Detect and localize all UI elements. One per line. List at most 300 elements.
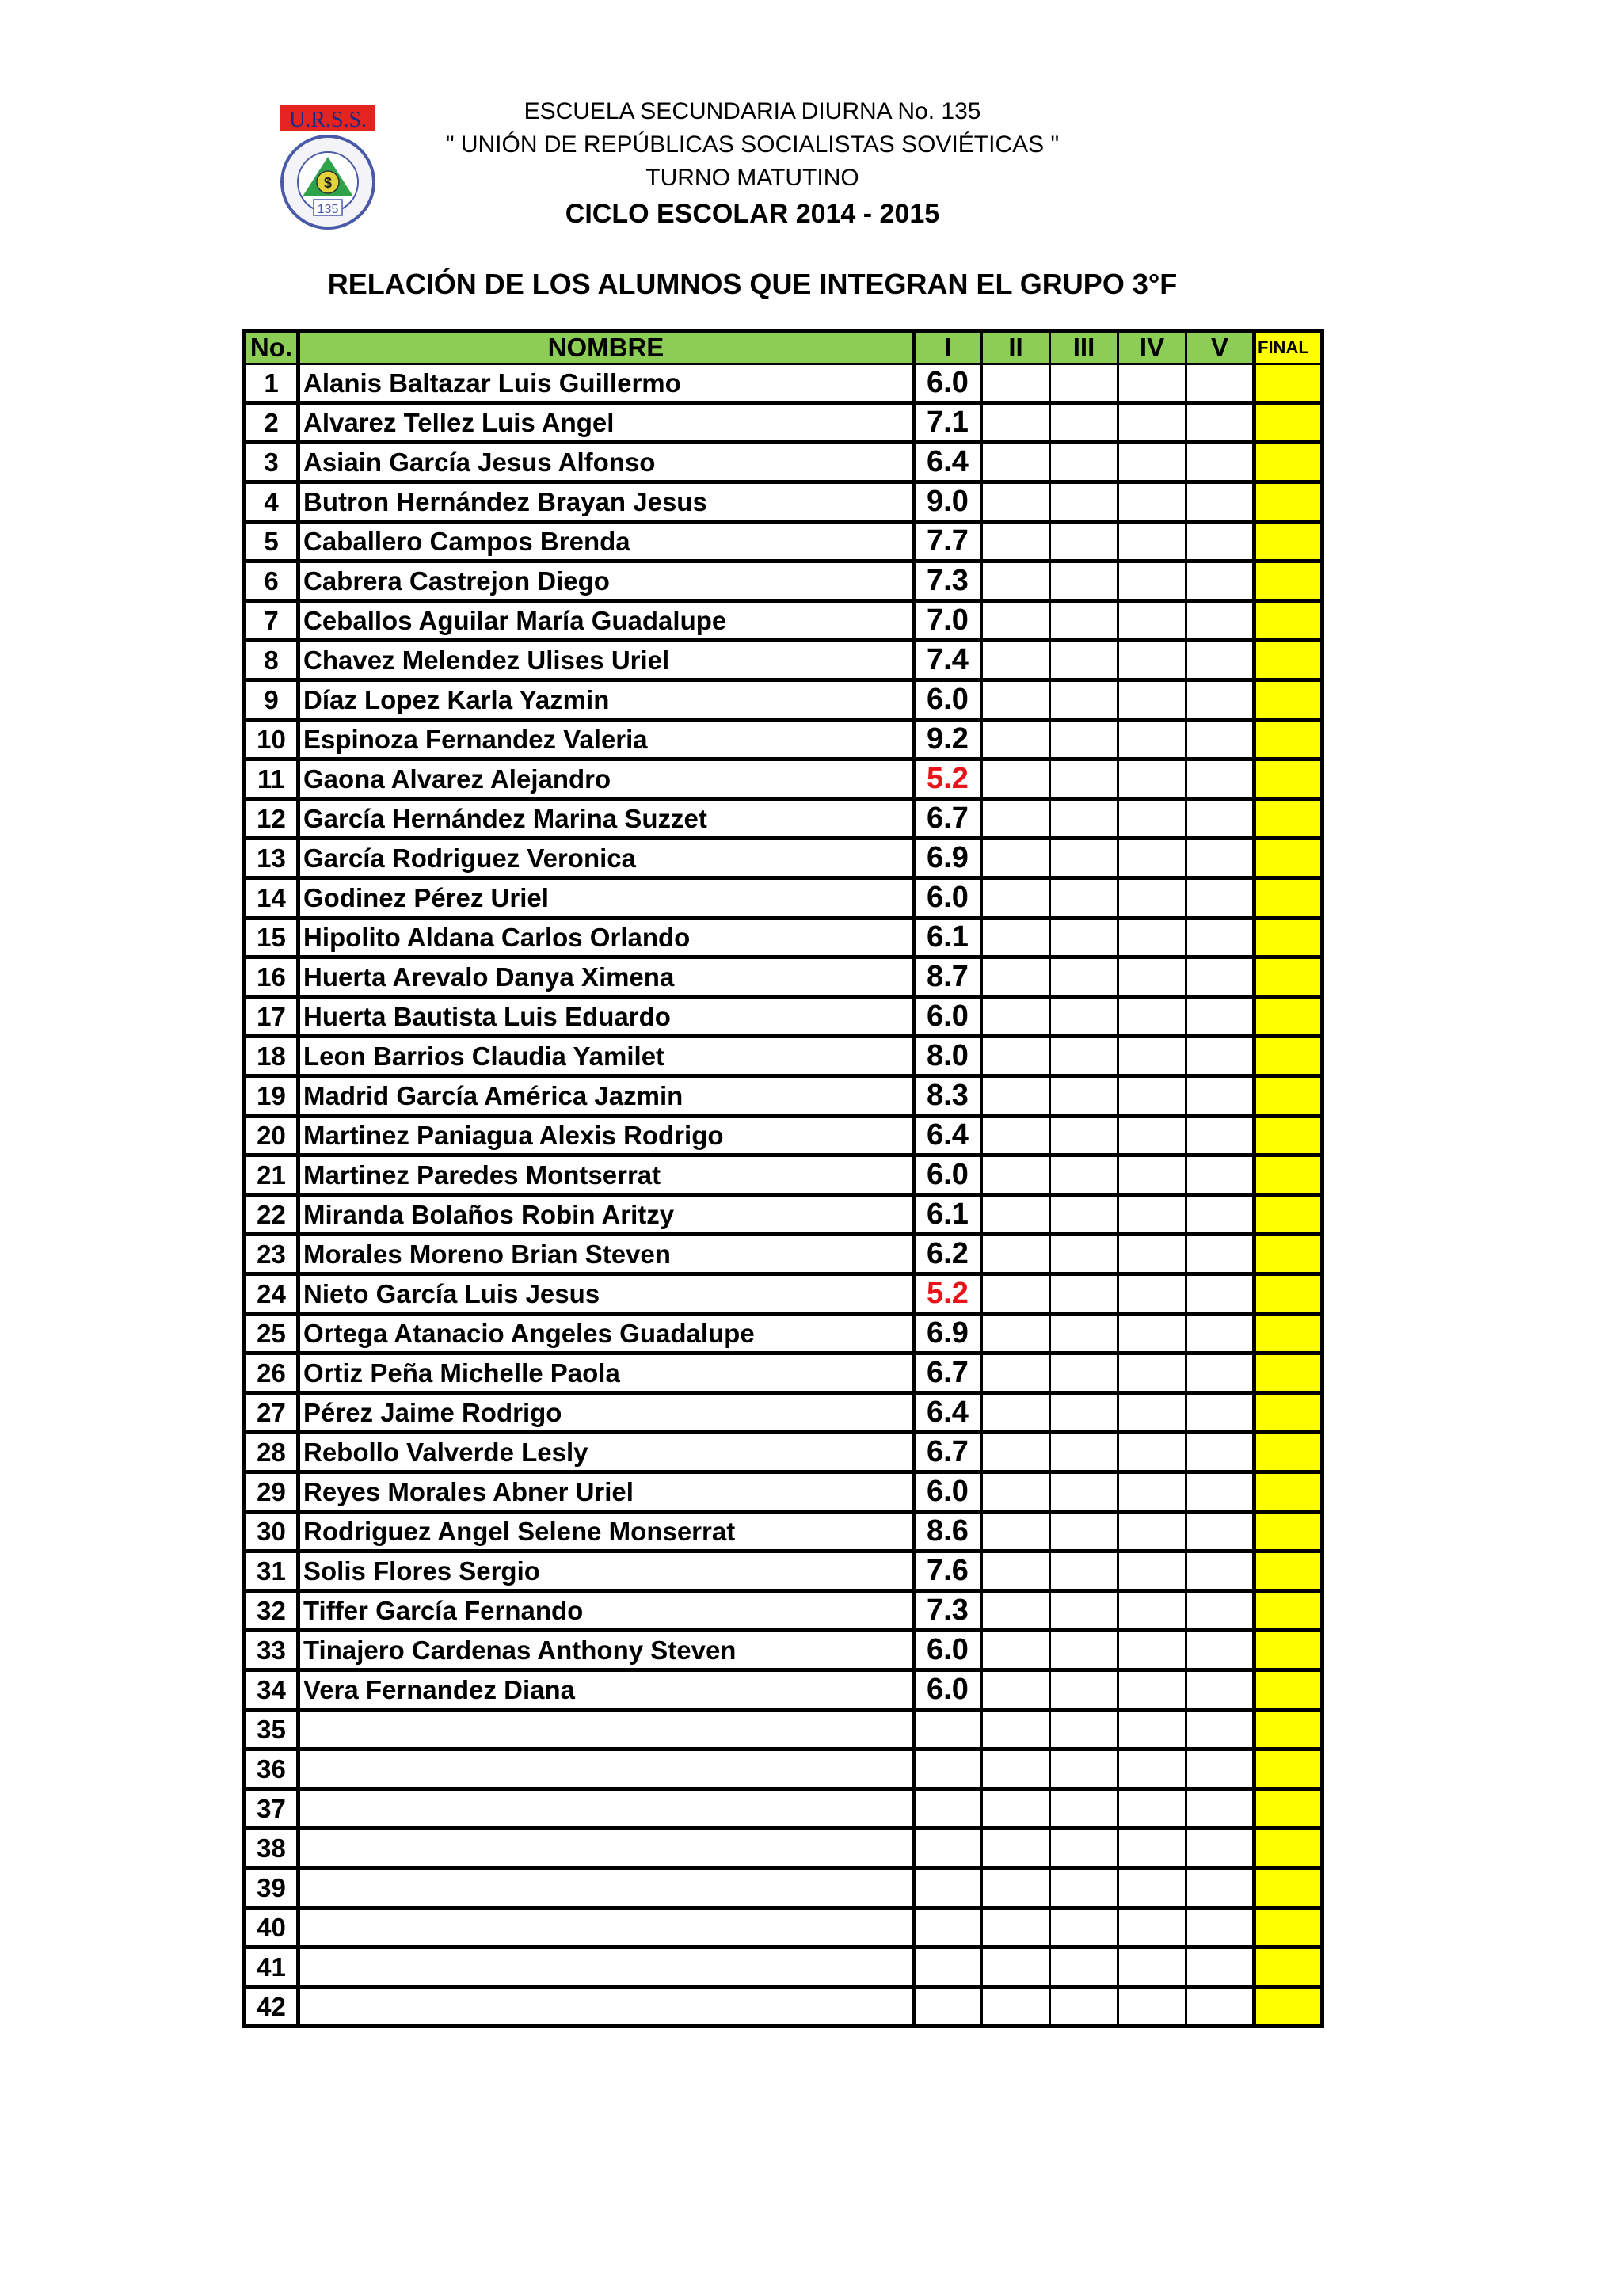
grade-period-4 bbox=[1118, 403, 1186, 443]
table-row bbox=[245, 1156, 1323, 1195]
table-row bbox=[245, 1868, 1323, 1908]
row-number: 26 bbox=[245, 1354, 299, 1393]
row-number: 36 bbox=[245, 1750, 299, 1789]
column-header-name: NOMBRE bbox=[299, 331, 914, 364]
grade-period-4 bbox=[1118, 680, 1186, 720]
row-number: 15 bbox=[245, 918, 299, 958]
grade-period-1: 6.7 bbox=[914, 1354, 982, 1393]
table-row bbox=[245, 1195, 1323, 1235]
grade-period-4 bbox=[1118, 918, 1186, 958]
student-name: Pérez Jaime Rodrigo bbox=[299, 1393, 914, 1433]
grade-period-4 bbox=[1118, 482, 1186, 522]
student-name: Martinez Paredes Montserrat bbox=[299, 1156, 914, 1195]
grade-period-5 bbox=[1186, 1037, 1255, 1076]
grade-period-2 bbox=[982, 1433, 1050, 1472]
grade-period-4 bbox=[1118, 364, 1186, 403]
table-row bbox=[245, 522, 1323, 562]
grade-period-1: 6.4 bbox=[914, 443, 982, 482]
grade-period-4 bbox=[1118, 1076, 1186, 1116]
row-number: 27 bbox=[245, 1393, 299, 1433]
student-name bbox=[299, 1750, 914, 1789]
table-row bbox=[245, 482, 1323, 522]
grade-final bbox=[1255, 641, 1323, 680]
table-row bbox=[245, 641, 1323, 680]
grade-period-3 bbox=[1050, 1631, 1118, 1670]
grade-period-2 bbox=[982, 720, 1050, 760]
grade-period-4 bbox=[1118, 720, 1186, 760]
table-row bbox=[245, 1076, 1323, 1116]
table-row bbox=[245, 1591, 1323, 1631]
table-row bbox=[245, 1789, 1323, 1829]
grade-final bbox=[1255, 1512, 1323, 1552]
grade-period-2 bbox=[982, 1670, 1050, 1710]
row-number: 11 bbox=[245, 760, 299, 799]
grade-period-2 bbox=[982, 1789, 1050, 1829]
row-number: 22 bbox=[245, 1195, 299, 1235]
grade-period-5 bbox=[1186, 839, 1255, 878]
student-name: Huerta Arevalo Danya Ximena bbox=[299, 958, 914, 997]
student-name: Huerta Bautista Luis Eduardo bbox=[299, 997, 914, 1037]
grade-final bbox=[1255, 1472, 1323, 1512]
grade-period-4 bbox=[1118, 1868, 1186, 1908]
grade-period-1: 6.7 bbox=[914, 1433, 982, 1472]
grade-period-3 bbox=[1050, 641, 1118, 680]
table-row bbox=[245, 1314, 1323, 1354]
grade-period-5 bbox=[1186, 680, 1255, 720]
column-header-no: No. bbox=[245, 331, 299, 364]
grade-period-2 bbox=[982, 918, 1050, 958]
grade-period-1: 6.1 bbox=[914, 1195, 982, 1235]
grade-period-5 bbox=[1186, 1195, 1255, 1235]
student-name bbox=[299, 1789, 914, 1829]
grade-period-3 bbox=[1050, 1354, 1118, 1393]
grade-period-1 bbox=[914, 1868, 982, 1908]
student-name: Butron Hernández Brayan Jesus bbox=[299, 482, 914, 522]
grade-period-2 bbox=[982, 997, 1050, 1037]
row-number: 41 bbox=[245, 1948, 299, 1987]
grade-final bbox=[1255, 1987, 1323, 2027]
grade-period-5 bbox=[1186, 1987, 1255, 2027]
grade-period-4 bbox=[1118, 997, 1186, 1037]
grade-period-2 bbox=[982, 1195, 1050, 1235]
table-row bbox=[245, 1235, 1323, 1274]
row-number: 25 bbox=[245, 1314, 299, 1354]
grade-period-4 bbox=[1118, 878, 1186, 918]
grade-period-3 bbox=[1050, 1156, 1118, 1195]
student-name: Tiffer García Fernando bbox=[299, 1591, 914, 1631]
row-number: 2 bbox=[245, 403, 299, 443]
grade-period-3 bbox=[1050, 1274, 1118, 1314]
grade-final bbox=[1255, 522, 1323, 562]
grade-period-1: 6.2 bbox=[914, 1235, 982, 1274]
grade-period-1: 9.0 bbox=[914, 482, 982, 522]
column-header-period-2: II bbox=[982, 331, 1050, 364]
grade-final bbox=[1255, 1274, 1323, 1314]
table-row bbox=[245, 918, 1323, 958]
school-year: CICLO ESCOLAR 2014 - 2015 bbox=[565, 199, 940, 229]
table-row bbox=[245, 1393, 1323, 1433]
grade-final bbox=[1255, 1354, 1323, 1393]
student-name: Reyes Morales Abner Uriel bbox=[299, 1472, 914, 1512]
grade-period-1: 6.4 bbox=[914, 1116, 982, 1156]
student-name bbox=[299, 1829, 914, 1868]
grades-table bbox=[242, 329, 1324, 2028]
row-number: 32 bbox=[245, 1591, 299, 1631]
row-number: 13 bbox=[245, 839, 299, 878]
grade-period-5 bbox=[1186, 562, 1255, 601]
grade-period-3 bbox=[1050, 1829, 1118, 1868]
grade-period-1: 9.2 bbox=[914, 720, 982, 760]
grade-period-5 bbox=[1186, 1076, 1255, 1116]
grade-period-4 bbox=[1118, 1948, 1186, 1987]
grade-period-2 bbox=[982, 1116, 1050, 1156]
grade-period-2 bbox=[982, 1354, 1050, 1393]
grade-period-1: 6.0 bbox=[914, 364, 982, 403]
table-row bbox=[245, 403, 1323, 443]
logo-text: U.R.S.S. bbox=[288, 108, 367, 132]
grade-period-1: 6.9 bbox=[914, 1314, 982, 1354]
grade-final bbox=[1255, 1710, 1323, 1750]
grade-period-1 bbox=[914, 1908, 982, 1948]
grade-period-3 bbox=[1050, 1433, 1118, 1472]
grade-period-5 bbox=[1186, 1235, 1255, 1274]
grade-period-3 bbox=[1050, 1314, 1118, 1354]
grade-period-4 bbox=[1118, 562, 1186, 601]
grade-period-4 bbox=[1118, 1235, 1186, 1274]
grade-period-2 bbox=[982, 1037, 1050, 1076]
student-name: Leon Barrios Claudia Yamilet bbox=[299, 1037, 914, 1076]
grade-period-3 bbox=[1050, 839, 1118, 878]
row-number: 19 bbox=[245, 1076, 299, 1116]
grade-final bbox=[1255, 760, 1323, 799]
grade-period-2 bbox=[982, 1868, 1050, 1908]
table-row bbox=[245, 443, 1323, 482]
grade-period-4 bbox=[1118, 1274, 1186, 1314]
grade-period-3 bbox=[1050, 1116, 1118, 1156]
grade-final bbox=[1255, 1037, 1323, 1076]
grade-period-3 bbox=[1050, 760, 1118, 799]
student-name: Nieto García Luis Jesus bbox=[299, 1274, 914, 1314]
table-row bbox=[245, 1750, 1323, 1789]
grade-period-3 bbox=[1050, 443, 1118, 482]
grade-period-5 bbox=[1186, 1829, 1255, 1868]
grade-final bbox=[1255, 680, 1323, 720]
student-name: Caballero Campos Brenda bbox=[299, 522, 914, 562]
table-row bbox=[245, 1354, 1323, 1393]
grade-period-4 bbox=[1118, 1789, 1186, 1829]
grade-period-3 bbox=[1050, 997, 1118, 1037]
grade-period-5 bbox=[1186, 1789, 1255, 1829]
grade-period-1 bbox=[914, 1987, 982, 2027]
column-header-period-4: IV bbox=[1118, 331, 1186, 364]
grade-final bbox=[1255, 1750, 1323, 1789]
grade-period-4 bbox=[1118, 1354, 1186, 1393]
grade-period-4 bbox=[1118, 799, 1186, 839]
grade-period-4 bbox=[1118, 1393, 1186, 1433]
grade-period-2 bbox=[982, 522, 1050, 562]
row-number: 21 bbox=[245, 1156, 299, 1195]
grade-period-3 bbox=[1050, 1472, 1118, 1512]
grade-period-4 bbox=[1118, 1987, 1186, 2027]
student-name bbox=[299, 1908, 914, 1948]
grade-period-4 bbox=[1118, 1156, 1186, 1195]
grade-period-2 bbox=[982, 1710, 1050, 1750]
student-name: Ceballos Aguilar María Guadalupe bbox=[299, 601, 914, 641]
grade-final bbox=[1255, 1393, 1323, 1433]
grade-period-5 bbox=[1186, 1512, 1255, 1552]
student-name: Madrid García América Jazmin bbox=[299, 1076, 914, 1116]
table-row bbox=[245, 1710, 1323, 1750]
row-number: 31 bbox=[245, 1552, 299, 1591]
grade-final bbox=[1255, 1789, 1323, 1829]
grade-period-2 bbox=[982, 1631, 1050, 1670]
grade-final bbox=[1255, 1235, 1323, 1274]
row-number: 24 bbox=[245, 1274, 299, 1314]
student-name bbox=[299, 1868, 914, 1908]
grade-period-2 bbox=[982, 680, 1050, 720]
grade-period-2 bbox=[982, 799, 1050, 839]
grade-period-2 bbox=[982, 1552, 1050, 1591]
grade-period-4 bbox=[1118, 601, 1186, 641]
row-number: 9 bbox=[245, 680, 299, 720]
student-name: Asiain García Jesus Alfonso bbox=[299, 443, 914, 482]
grade-period-1 bbox=[914, 1750, 982, 1789]
student-name bbox=[299, 1710, 914, 1750]
student-name: Rodriguez Angel Selene Monserrat bbox=[299, 1512, 914, 1552]
grade-period-5 bbox=[1186, 1631, 1255, 1670]
grade-period-3 bbox=[1050, 403, 1118, 443]
grade-period-3 bbox=[1050, 1076, 1118, 1116]
grade-period-1: 6.0 bbox=[914, 1670, 982, 1710]
grade-period-3 bbox=[1050, 1710, 1118, 1750]
grade-period-2 bbox=[982, 562, 1050, 601]
row-number: 1 bbox=[245, 364, 299, 403]
grade-period-4 bbox=[1118, 760, 1186, 799]
table-row bbox=[245, 1631, 1323, 1670]
grade-final bbox=[1255, 997, 1323, 1037]
grade-period-4 bbox=[1118, 1116, 1186, 1156]
grade-final bbox=[1255, 1908, 1323, 1948]
column-header-period-3: III bbox=[1050, 331, 1118, 364]
grade-period-1: 7.1 bbox=[914, 403, 982, 443]
grade-period-4 bbox=[1118, 443, 1186, 482]
grade-period-5 bbox=[1186, 1314, 1255, 1354]
column-header-final: FINAL bbox=[1255, 331, 1323, 364]
grade-period-4 bbox=[1118, 839, 1186, 878]
grade-period-4 bbox=[1118, 1591, 1186, 1631]
table-row bbox=[245, 1512, 1323, 1552]
grade-period-1: 6.1 bbox=[914, 918, 982, 958]
student-name bbox=[299, 1987, 914, 2027]
table-row bbox=[245, 958, 1323, 997]
table-header-row bbox=[245, 331, 1323, 364]
table-row bbox=[245, 878, 1323, 918]
grade-period-3 bbox=[1050, 1512, 1118, 1552]
row-number: 6 bbox=[245, 562, 299, 601]
grade-final bbox=[1255, 799, 1323, 839]
school-name: ESCUELA SECUNDARIA DIURNA No. 135 bbox=[524, 98, 981, 124]
row-number: 42 bbox=[245, 1987, 299, 2027]
grade-period-5 bbox=[1186, 1393, 1255, 1433]
table-row bbox=[245, 1552, 1323, 1591]
grade-period-5 bbox=[1186, 720, 1255, 760]
table-row bbox=[245, 1987, 1323, 2027]
grade-period-4 bbox=[1118, 1908, 1186, 1948]
grade-period-5 bbox=[1186, 1156, 1255, 1195]
grade-period-1 bbox=[914, 1948, 982, 1987]
grade-period-2 bbox=[982, 1908, 1050, 1948]
grade-period-4 bbox=[1118, 522, 1186, 562]
grade-period-1: 7.4 bbox=[914, 641, 982, 680]
grade-final bbox=[1255, 1948, 1323, 1987]
grade-period-4 bbox=[1118, 958, 1186, 997]
grade-period-1 bbox=[914, 1829, 982, 1868]
grade-period-3 bbox=[1050, 1908, 1118, 1948]
table-row bbox=[245, 1274, 1323, 1314]
student-name: Godinez Pérez Uriel bbox=[299, 878, 914, 918]
grade-period-2 bbox=[982, 1472, 1050, 1512]
grade-period-4 bbox=[1118, 641, 1186, 680]
row-number: 20 bbox=[245, 1116, 299, 1156]
grade-period-1: 6.4 bbox=[914, 1393, 982, 1433]
grade-period-1: 8.0 bbox=[914, 1037, 982, 1076]
row-number: 3 bbox=[245, 443, 299, 482]
grade-period-1: 6.0 bbox=[914, 680, 982, 720]
grade-period-5 bbox=[1186, 601, 1255, 641]
grade-final bbox=[1255, 1076, 1323, 1116]
row-number: 40 bbox=[245, 1908, 299, 1948]
grade-final bbox=[1255, 839, 1323, 878]
grade-period-2 bbox=[982, 1393, 1050, 1433]
grade-period-2 bbox=[982, 1750, 1050, 1789]
student-name: Miranda Bolaños Robin Aritzy bbox=[299, 1195, 914, 1235]
grade-period-4 bbox=[1118, 1037, 1186, 1076]
grade-period-4 bbox=[1118, 1512, 1186, 1552]
grade-period-1: 7.3 bbox=[914, 1591, 982, 1631]
row-number: 7 bbox=[245, 601, 299, 641]
student-name: Hipolito Aldana Carlos Orlando bbox=[299, 918, 914, 958]
table-row bbox=[245, 720, 1323, 760]
grade-period-5 bbox=[1186, 1948, 1255, 1987]
row-number: 4 bbox=[245, 482, 299, 522]
grade-period-1: 6.0 bbox=[914, 997, 982, 1037]
grade-period-5 bbox=[1186, 443, 1255, 482]
table-row bbox=[245, 1116, 1323, 1156]
row-number: 16 bbox=[245, 958, 299, 997]
grade-period-4 bbox=[1118, 1433, 1186, 1472]
grade-final bbox=[1255, 918, 1323, 958]
grade-final bbox=[1255, 878, 1323, 918]
grade-period-2 bbox=[982, 1591, 1050, 1631]
row-number: 23 bbox=[245, 1235, 299, 1274]
grade-final bbox=[1255, 1314, 1323, 1354]
student-name: Morales Moreno Brian Steven bbox=[299, 1235, 914, 1274]
grade-period-2 bbox=[982, 1076, 1050, 1116]
grade-period-2 bbox=[982, 482, 1050, 522]
row-number: 30 bbox=[245, 1512, 299, 1552]
grade-period-5 bbox=[1186, 641, 1255, 680]
table-row bbox=[245, 1908, 1323, 1948]
grade-period-1: 7.7 bbox=[914, 522, 982, 562]
grade-period-3 bbox=[1050, 1789, 1118, 1829]
grade-period-3 bbox=[1050, 958, 1118, 997]
grade-period-4 bbox=[1118, 1314, 1186, 1354]
grade-final bbox=[1255, 1433, 1323, 1472]
table-row bbox=[245, 1433, 1323, 1472]
grade-period-3 bbox=[1050, 522, 1118, 562]
grade-period-1: 6.0 bbox=[914, 878, 982, 918]
student-name: García Rodriguez Veronica bbox=[299, 839, 914, 878]
grade-period-3 bbox=[1050, 1750, 1118, 1789]
student-name: Ortega Atanacio Angeles Guadalupe bbox=[299, 1314, 914, 1354]
table-row bbox=[245, 799, 1323, 839]
row-number: 28 bbox=[245, 1433, 299, 1472]
grade-period-3 bbox=[1050, 1948, 1118, 1987]
grade-period-2 bbox=[982, 878, 1050, 918]
grade-period-5 bbox=[1186, 997, 1255, 1037]
grade-period-1: 5.2 bbox=[914, 760, 982, 799]
grade-period-3 bbox=[1050, 601, 1118, 641]
grade-period-5 bbox=[1186, 1116, 1255, 1156]
row-number: 14 bbox=[245, 878, 299, 918]
student-name: Solis Flores Sergio bbox=[299, 1552, 914, 1591]
row-number: 8 bbox=[245, 641, 299, 680]
grade-period-5 bbox=[1186, 1868, 1255, 1908]
grade-period-5 bbox=[1186, 1591, 1255, 1631]
table-row bbox=[245, 562, 1323, 601]
grade-period-2 bbox=[982, 403, 1050, 443]
grade-period-3 bbox=[1050, 799, 1118, 839]
grade-period-3 bbox=[1050, 1037, 1118, 1076]
grade-period-3 bbox=[1050, 1195, 1118, 1235]
grade-final bbox=[1255, 1591, 1323, 1631]
grade-period-3 bbox=[1050, 1868, 1118, 1908]
table-row bbox=[245, 680, 1323, 720]
grade-period-4 bbox=[1118, 1195, 1186, 1235]
grade-period-5 bbox=[1186, 1710, 1255, 1750]
grade-period-1: 7.6 bbox=[914, 1552, 982, 1591]
row-number: 17 bbox=[245, 997, 299, 1037]
row-number: 34 bbox=[245, 1670, 299, 1710]
grade-period-5 bbox=[1186, 1354, 1255, 1393]
grade-final bbox=[1255, 958, 1323, 997]
grade-period-3 bbox=[1050, 1987, 1118, 2027]
student-name bbox=[299, 1948, 914, 1987]
grade-final bbox=[1255, 443, 1323, 482]
table-row bbox=[245, 839, 1323, 878]
student-name: Espinoza Fernandez Valeria bbox=[299, 720, 914, 760]
row-number: 38 bbox=[245, 1829, 299, 1868]
grade-period-3 bbox=[1050, 1591, 1118, 1631]
grade-period-2 bbox=[982, 1987, 1050, 2027]
grade-period-1: 5.2 bbox=[914, 1274, 982, 1314]
grade-period-5 bbox=[1186, 878, 1255, 918]
grade-period-3 bbox=[1050, 364, 1118, 403]
grade-period-3 bbox=[1050, 562, 1118, 601]
grade-period-5 bbox=[1186, 1670, 1255, 1710]
grade-period-3 bbox=[1050, 1235, 1118, 1274]
grade-period-1: 8.3 bbox=[914, 1076, 982, 1116]
grade-period-4 bbox=[1118, 1670, 1186, 1710]
grade-period-2 bbox=[982, 1235, 1050, 1274]
relation-title: RELACIÓN DE LOS ALUMNOS QUE INTEGRAN EL GRUPO 3°F bbox=[327, 268, 1178, 300]
column-header-period-1: I bbox=[914, 331, 982, 364]
grade-period-5 bbox=[1186, 799, 1255, 839]
student-name: Alvarez Tellez Luis Angel bbox=[299, 403, 914, 443]
row-number: 10 bbox=[245, 720, 299, 760]
grade-final bbox=[1255, 720, 1323, 760]
grade-period-5 bbox=[1186, 1472, 1255, 1512]
